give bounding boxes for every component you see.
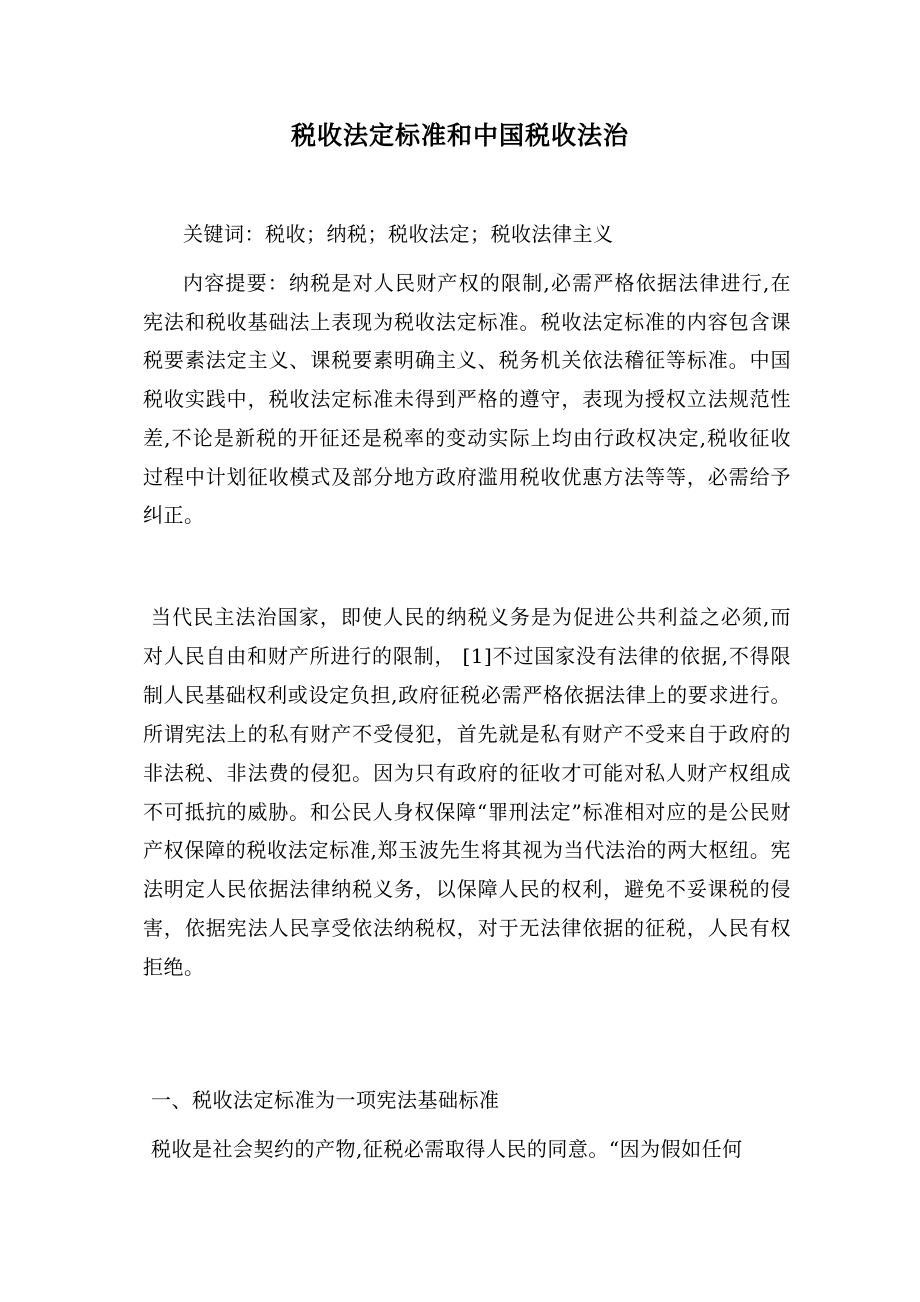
section-heading: 一、税收法定标准为一项宪法基础标准 xyxy=(151,1088,500,1112)
keywords-line: 关键词：税收；纳税；税收法定；税收法律主义 xyxy=(183,222,614,246)
document-title: 税收法定标准和中国税收法治 xyxy=(290,121,629,150)
abstract-paragraph: 内容提要：纳税是对人民财产权的限制,必需严格依据法律进行,在宪法和税收基础法上表现为税收法定标准。税收法定标准的内容包含课税要素法定主义、课税要素明确主义、税务机关依法稽征等标准。中国税收实践中，税收法定标准未得到严格的遵守，表现为授权立法规范性差,不论是新税的开征还是税率的变动实际上均由行政权决定,税收征收过程中计划征收模式及部分地方政府滥用税收优惠方法等等，必需给予纠正。 xyxy=(143,271,791,528)
body-paragraph: 税收是社会契约的产物,征税必需取得人民的同意。“因为假如任何 xyxy=(151,1137,743,1161)
body-paragraph: 当代民主法治国家，即使人民的纳税义务是为促进公共利益之必须,而对人民自由和财产所进行的限制， [1]不过国家没有法律的依据,不得限制人民基础权利或设定负担,政府征税必需严格依据法律上的要求进行。所谓宪法上的私有财产不受侵犯，首先就是私有财产不受来自于政府的非法税、非法费的侵犯。因为只有政府的征收才可能对私人财产权组成不可抵抗的威胁。和公民人身权保障“罪刑法定”标准相对应的是公民财产权保障的税收法定标准,郑玉波先生将其视为当代法治的两大枢纽。宪法明定人民依据法律纳税义务，以保障人民的权利，避免不妥课税的侵害，依据宪法人民享受依法纳税权，对于无法律依据的征税，人民有权拒绝。 xyxy=(143,605,791,980)
